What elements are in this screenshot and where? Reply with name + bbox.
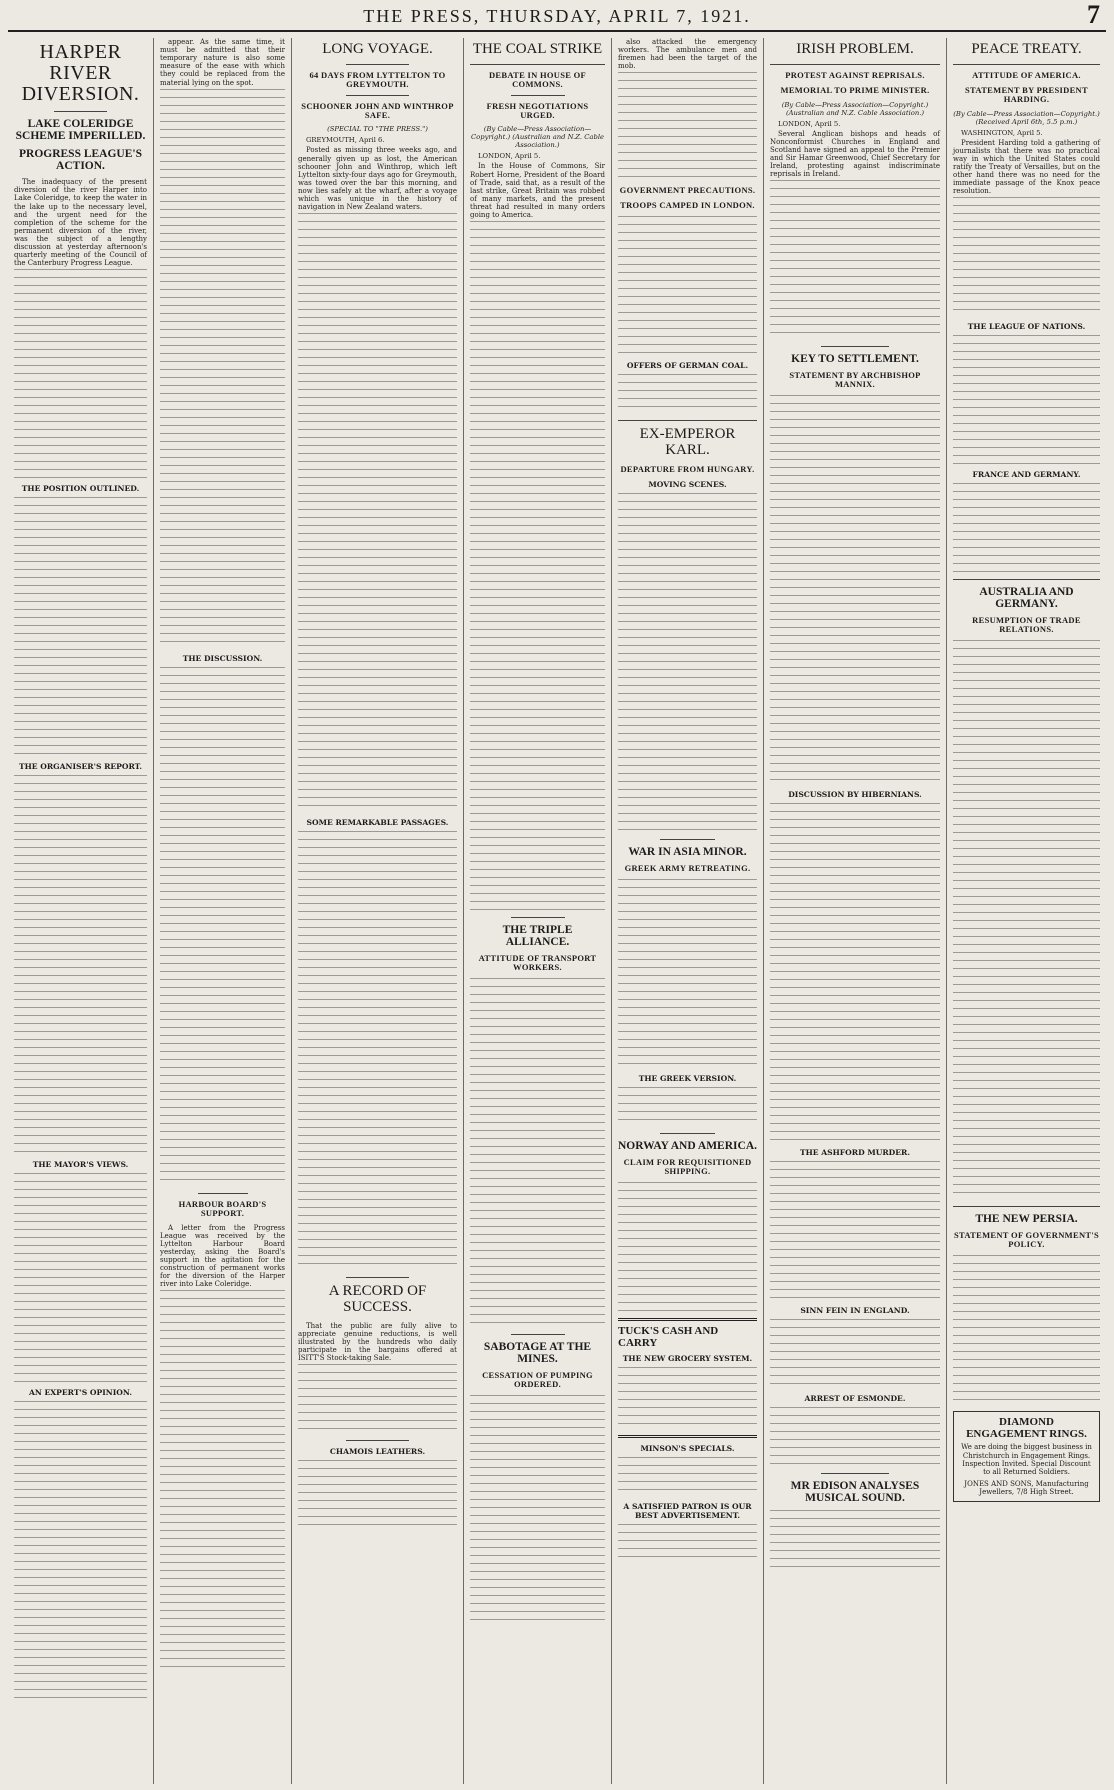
section-heading: SINN FEIN IN ENGLAND. xyxy=(800,1306,910,1316)
ad-minsons: MINSON'S SPECIALS. xyxy=(640,1443,735,1453)
subhead-debate-commons: DEBATE IN HOUSE OF COMMONS. xyxy=(488,69,587,89)
article-text xyxy=(618,374,757,414)
article-text xyxy=(470,1395,605,1625)
ad-satisfied-patron: A SATISFIED PATRON IS OUR BEST ADVERTISEMENT. xyxy=(623,1501,752,1520)
article-text xyxy=(953,197,1100,317)
subhead-greek-army: GREEK ARMY RETREATING. xyxy=(624,862,751,873)
article-text xyxy=(618,879,757,1069)
article-text xyxy=(770,1407,940,1467)
article-text xyxy=(14,1173,147,1383)
ad-diamond-signature: JONES AND SONS, Manufacturing Jewellers, 7/8 High Street. xyxy=(964,1479,1089,1497)
divider xyxy=(511,95,565,96)
subhead-fresh-negotiations: FRESH NEGOTIATIONS URGED. xyxy=(486,100,589,120)
article-lead: The inadequacy of the present diversion of the river Harper into Lake Coleridge, to keep the water in the lake up to the necessary level, and the urgent need for the completion of the scheme for the permanent diversion of the river, was the subject of a lengthy discussion at yesterday afternoon's quarterly meeting of the Council of the Canterbury Progress League. xyxy=(14,178,147,268)
page-number: 7 xyxy=(1087,0,1100,29)
article-lead: President Harding told a gathering of journalists that there was no practical way in which the United States could ratify the Treaty of Versailles, but on the other hand there was no need for the immediate passage of the Knox peace resolution. xyxy=(953,138,1100,196)
credit-line: (By Cable—Press Association—Copyright.) (Australian and N.Z. Cable Association.) xyxy=(470,125,605,150)
article-text xyxy=(770,803,940,1143)
article-text xyxy=(618,1087,757,1127)
divider xyxy=(346,95,410,96)
article-lead: That the public are fully alive to appreciate genuine reductions, is well illustrated by the hundreds who daily participate in the bargains offered at ISITT'S Stock-taking Sale. xyxy=(298,1321,457,1363)
article-lead: A letter from the Progress League was received by the Lyttelton Harbour Board yesterday, asking the Board's support in the agitation for the construction of permanent works for the diversion of the Harper river into Lake Coleridge. xyxy=(160,1223,285,1289)
ad-text xyxy=(618,1457,757,1497)
article-text xyxy=(770,395,940,785)
section-heading: THE ASHFORD MURDER. xyxy=(799,1148,911,1158)
credit-line: (By Cable—Press Association—Copyright.) (Australian and N.Z. Cable Association.) xyxy=(781,100,929,117)
headline-triple-alliance: THE TRIPLE ALLIANCE. xyxy=(502,924,573,949)
headline-ex-emperor-karl: EX-EMPEROR KARL. xyxy=(639,426,736,459)
ad-tucks xyxy=(618,1318,757,1438)
article-text xyxy=(14,775,147,1155)
divider xyxy=(953,64,1100,65)
subhead-requisitioned-shipping: CLAIM FOR REQUISITIONED SHIPPING. xyxy=(623,1156,752,1176)
divider xyxy=(346,1440,410,1441)
headline-edison-musical-sound: MR EDISON ANALYSES MUSICAL SOUND. xyxy=(790,1480,920,1505)
ad-text xyxy=(618,1367,757,1427)
section-heading: AN EXPERT'S OPINION. xyxy=(28,1388,133,1398)
article-lead: Posted as missing three weeks ago, and generally given up as lost, the American schooner John and Winthrop, which left Lyttelton sixty-four days ago for Greymouth, was towed over the bar this morning, and now lies safely at the wharf, after a voyage which was unique in the history of navigation in New Zealand waters. xyxy=(298,146,457,212)
article-lead: In the House of Commons, Sir Robert Horne, President of the Board of Trade, said that, as a result of the last strike, Great Britain was robbed of many markets, and the present threat had resulted in many orders going to America. xyxy=(470,162,605,220)
divider xyxy=(198,1193,248,1194)
headline-new-persia: THE NEW PERSIA. xyxy=(975,1213,1078,1226)
subhead-protest-reprisals: PROTEST AGAINST REPRISALS. xyxy=(785,69,925,80)
divider xyxy=(618,420,757,421)
article-text xyxy=(160,667,285,1187)
article-text xyxy=(470,978,605,1328)
section-heading: THE ORGANISER'S REPORT. xyxy=(18,762,142,772)
article-text xyxy=(953,483,1100,573)
column-4 xyxy=(464,38,612,1784)
divider xyxy=(821,1473,889,1474)
section-heading: MOVING SCENES. xyxy=(648,479,727,489)
article-text xyxy=(160,1290,285,1670)
headline-government-precautions: GOVERNMENT PRECAUTIONS. xyxy=(619,185,756,196)
article-text xyxy=(470,221,605,911)
subhead-archbishop-mannix: STATEMENT BY ARCHBISHOP MANNIX. xyxy=(789,370,921,390)
article-text xyxy=(14,497,147,757)
column-1 xyxy=(8,38,154,1784)
article-text xyxy=(770,1161,940,1301)
divider xyxy=(511,1334,565,1335)
article-text xyxy=(160,89,285,649)
credit-line: (SPECIAL TO "THE PRESS.") xyxy=(327,125,428,134)
section-heading: THE MAYOR'S VIEWS. xyxy=(32,1160,129,1170)
ad-chamois-leathers: CHAMOIS LEATHERS. xyxy=(329,1447,426,1457)
masthead-title: THE PRESS, THURSDAY, APRIL 7, 1921. xyxy=(363,6,751,26)
article-text xyxy=(770,1319,940,1389)
divider xyxy=(953,579,1100,580)
column-6 xyxy=(764,38,947,1784)
headline-peace-treaty: PEACE TREATY. xyxy=(971,41,1082,57)
divider xyxy=(346,64,410,65)
headline-australia-germany: AUSTRALIA AND GERMANY. xyxy=(979,586,1074,611)
section-heading: THE LEAGUE OF NATIONS. xyxy=(967,322,1086,332)
divider xyxy=(511,917,565,918)
article-continued: appear. As the same time, it must be admitted that their temporary nature is also some measure of the ease with which they could be replaced from the material lying on the spot. xyxy=(160,38,285,87)
subhead-cessation-pumping: CESSATION OF PUMPING ORDERED. xyxy=(482,1370,593,1390)
headline-norway-america: NORWAY AND AMERICA. xyxy=(618,1139,757,1152)
column-7 xyxy=(947,38,1106,1784)
headline-record-of-success: A RECORD OF SUCCESS. xyxy=(328,1283,427,1316)
headline-war-asia-minor: WAR IN ASIA MINOR. xyxy=(628,845,747,858)
article-text xyxy=(953,640,1100,1200)
subhead-transport-workers: ATTITUDE OF TRANSPORT WORKERS. xyxy=(478,953,597,973)
divider xyxy=(660,1133,716,1134)
article-text xyxy=(618,1182,757,1312)
subhead-government-policy: STATEMENT OF GOVERNMENT'S POLICY. xyxy=(953,1230,1100,1250)
headline-harper-river: HARPER RIVER DIVERSION. xyxy=(21,41,140,105)
subhead-departure-hungary: DEPARTURE FROM HUNGARY. xyxy=(620,463,755,474)
section-heading: THE DISCUSSION. xyxy=(182,653,263,663)
subhead-progress-league: PROGRESS LEAGUE'S ACTION. xyxy=(18,148,143,173)
headline-key-to-settlement: KEY TO SETTLEMENT. xyxy=(791,353,919,366)
column-3 xyxy=(292,38,464,1784)
headline-harbour-board: HARBOUR BOARD'S SUPPORT. xyxy=(178,1198,267,1218)
subhead-64-days: 64 DAYS FROM LYTTELTON TO GREYMOUTH. xyxy=(309,69,446,89)
subhead-memorial-prime-minister: MEMORIAL TO PRIME MINISTER. xyxy=(780,84,930,95)
subhead-attitude-america: ATTITUDE OF AMERICA. xyxy=(972,69,1081,80)
article-text xyxy=(298,1364,457,1434)
credit-line: (By Cable—Press Association—Copyright.) (Received April 6th, 5.5 p.m.) xyxy=(953,109,1100,126)
divider xyxy=(470,64,605,65)
dateline: GREYMOUTH, April 6. xyxy=(306,136,385,145)
article-text xyxy=(298,213,457,813)
section-heading: SOME REMARKABLE PASSAGES. xyxy=(306,818,449,828)
article-text xyxy=(618,72,757,182)
subhead-troops-camped: TROOPS CAMPED IN LONDON. xyxy=(620,200,755,211)
ad-diamond-rings xyxy=(953,1411,1100,1501)
subhead-trade-relations: RESUMPTION OF TRADE RELATIONS. xyxy=(972,615,1081,635)
divider xyxy=(821,346,889,347)
divider xyxy=(660,839,716,840)
section-heading: OFFERS OF GERMAN COAL. xyxy=(626,361,749,371)
article-text xyxy=(618,493,757,833)
headline-long-voyage: LONG VOYAGE. xyxy=(322,41,433,57)
section-heading: FRANCE AND GERMANY. xyxy=(972,470,1081,480)
subhead-president-harding: STATEMENT BY PRESIDENT HARDING. xyxy=(965,84,1088,104)
article-lead: Several Anglican bishops and heads of Nonconformist Churches in England and Scotland have signed an appeal to the Premier and Sir Hamar Greenwood, Chief Secretary for Ireland, protesting against indiscriminate reprisals in Ireland. xyxy=(770,129,940,179)
divider xyxy=(770,64,940,65)
ad-diamond-text: We are doing the biggest business in Christchurch in Engagement Rings. Inspection Invited. Special Discount to all Returned Soldiers. xyxy=(961,1443,1092,1477)
column-5 xyxy=(612,38,764,1784)
subhead-lake-coleridge: LAKE COLERIDGE SCHEME IMPERILLED. xyxy=(15,118,146,143)
divider xyxy=(54,111,107,112)
headline-coal-strike: THE COAL STRIKE xyxy=(472,41,603,57)
columns xyxy=(8,38,1106,1784)
article-text xyxy=(14,1401,147,1701)
divider xyxy=(346,1277,410,1278)
article-text xyxy=(770,1510,940,1570)
ad-diamond-title: DIAMOND ENGAGEMENT RINGS. xyxy=(966,1416,1087,1441)
masthead xyxy=(8,0,1106,32)
headline-irish-problem: IRISH PROBLEM. xyxy=(796,41,914,57)
headline-sabotage-mines: SABOTAGE AT THE MINES. xyxy=(483,1341,592,1366)
article-text xyxy=(14,269,147,479)
ad-text xyxy=(618,1524,757,1564)
dateline: WASHINGTON, April 5. xyxy=(961,128,1043,137)
article-text xyxy=(953,335,1100,465)
article-text xyxy=(770,180,940,340)
section-heading: THE POSITION OUTLINED. xyxy=(21,484,140,494)
subhead-schooner: SCHOONER JOHN AND WINTHROP SAFE. xyxy=(301,100,454,120)
divider xyxy=(953,1206,1100,1207)
ad-tucks-title: TUCK'S CASH AND CARRY xyxy=(618,1324,719,1349)
article-text xyxy=(618,216,757,356)
dateline: LONDON, April 5. xyxy=(478,152,541,161)
dateline: LONDON, April 5. xyxy=(778,119,841,128)
section-heading: DISCUSSION BY HIBERNIANS. xyxy=(788,790,922,800)
section-heading: THE GREEK VERSION. xyxy=(638,1073,737,1083)
section-heading: ARREST OF ESMONDE. xyxy=(804,1394,906,1404)
ad-tucks-subtitle: THE NEW GROCERY SYSTEM. xyxy=(622,1353,753,1363)
article-text xyxy=(953,1255,1100,1405)
article-text xyxy=(298,831,457,1271)
column-2 xyxy=(154,38,292,1784)
ad-text xyxy=(298,1460,457,1530)
article-continued: also attacked the emergency workers. The ambulance men and firemen had been the target of the mob. xyxy=(618,38,757,71)
